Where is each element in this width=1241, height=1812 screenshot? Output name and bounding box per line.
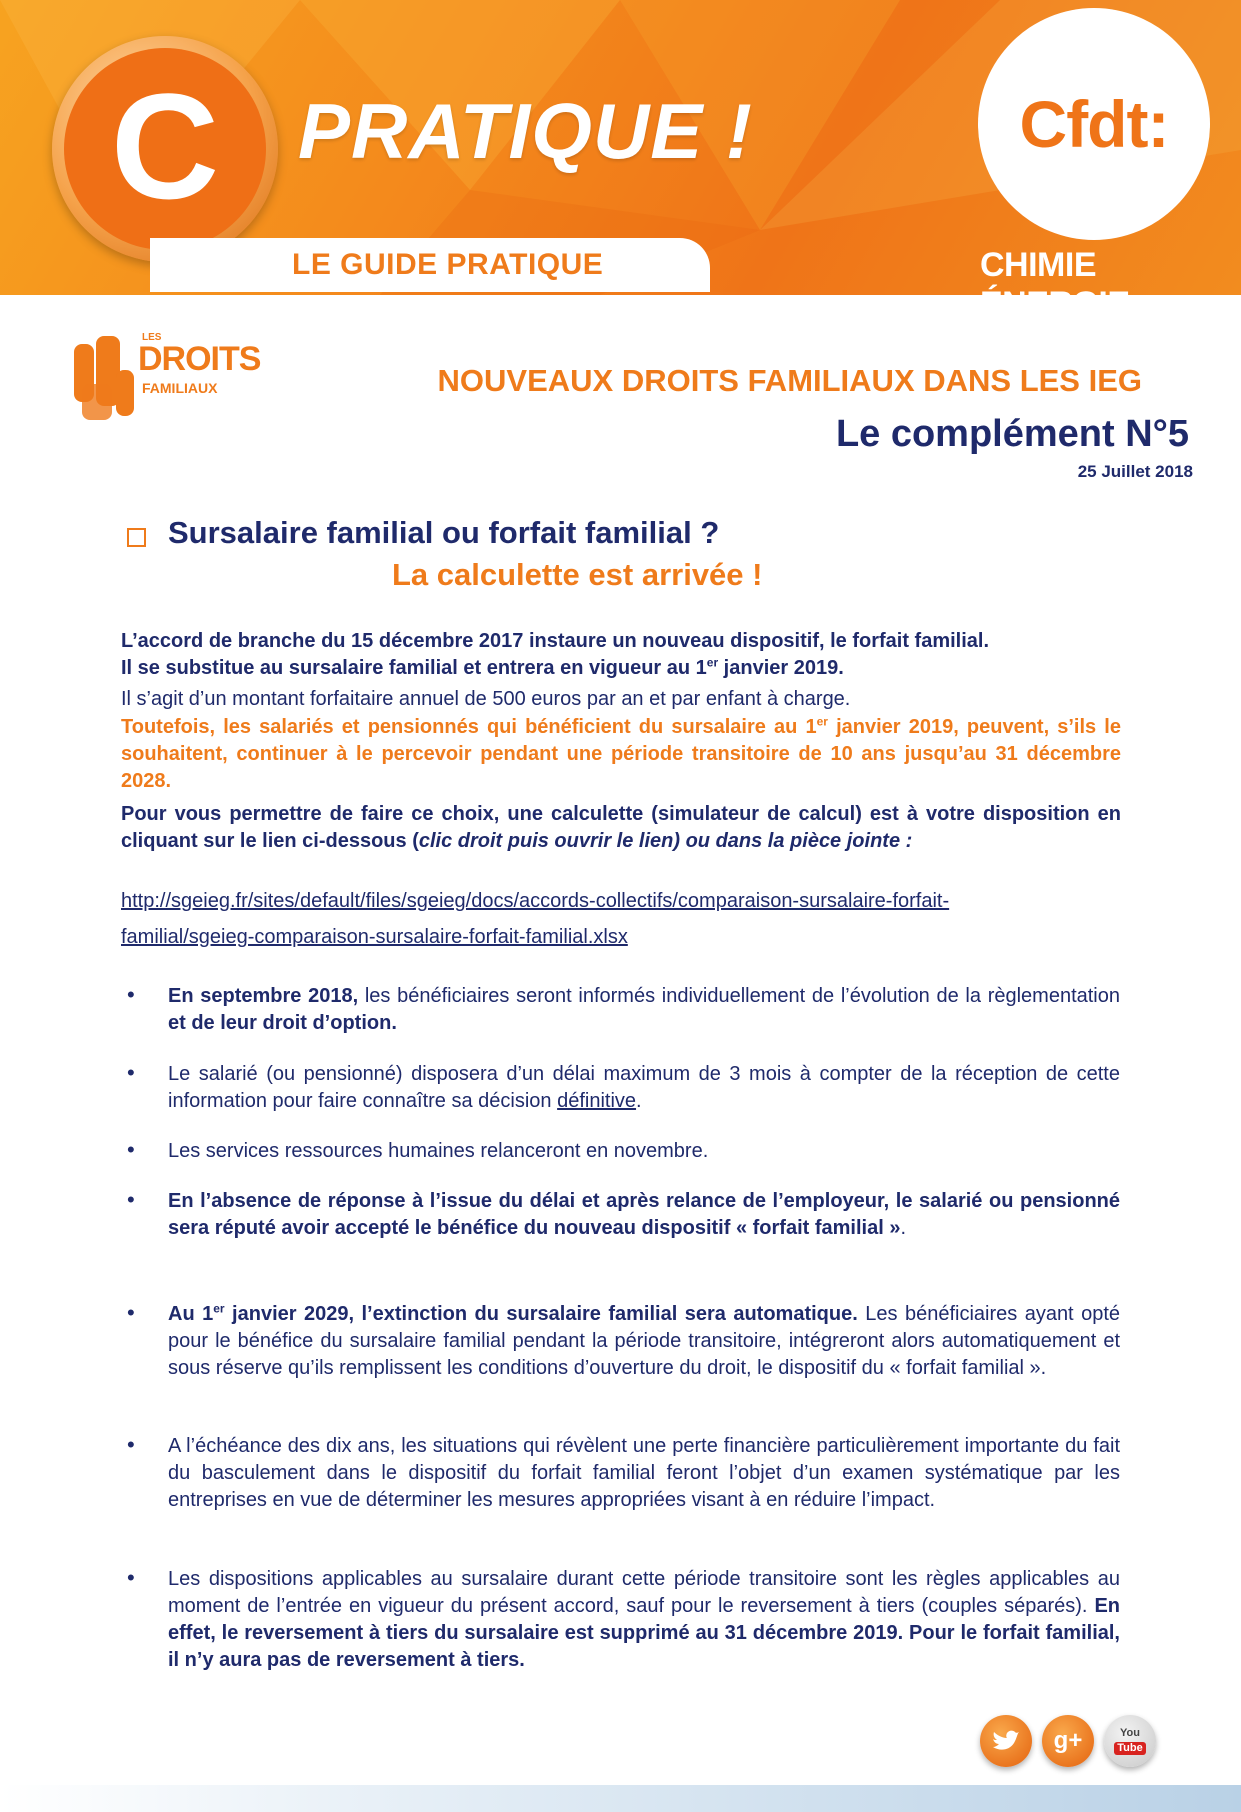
bullet-7-text: Les dispositions applicables au sursalaire durant cette période transitoire sont les règles applicables au moment de l’entrée en vigueur du présent accord, sauf pour le reversement à tiers (couples séparés).: [168, 1568, 1120, 1617]
bullet-5-bold-b: janvier 2029, l’extinction du sursalaire familial sera automatique.: [224, 1303, 858, 1325]
bullet-item-5: [168, 1301, 1120, 1382]
footer-strip: [0, 1785, 1241, 1812]
intro-transitional-paragraph: [121, 714, 1121, 795]
section-heading: Sursalaire familial ou forfait familial ?: [168, 515, 720, 550]
bullet-2-text: Le salarié (ou pensionné) disposera d’un délai maximum de 3 mois à compter de la réception de cette information pour faire connaître sa décision: [168, 1063, 1120, 1112]
bullet-1-text: les bénéficiaires seront informés individuellement de l’évolution de la règlementation: [358, 985, 1120, 1007]
intro-p4-a: Toutefois, les salariés et pensionnés qui bénéficient du sursalaire au 1: [121, 716, 817, 738]
intro-p5-italic: clic droit puis ouvrir le lien) ou dans la pièce jointe :: [418, 830, 913, 852]
bullet-5-bold-a: Au 1: [168, 1303, 214, 1325]
document-title: NOUVEAUX DROITS FAMILIAUX DANS LES IEG: [437, 363, 1142, 398]
droits-logo-droits: DROITS: [138, 340, 261, 378]
bullet-marker: •: [127, 1300, 135, 1325]
org-branch: CHIMIE ÉNERGIE: [980, 246, 1130, 323]
c-logo: [64, 48, 266, 250]
intro-p4-b: janvier 2019, peuvent, s’ils le souhaitent, continuer à le percevoir pendant une période transitoire de 10 ans jusqu’au 31 décembre 2028.: [121, 716, 1121, 792]
bullet-marker: •: [127, 1565, 135, 1590]
bullet-item-4: [168, 1188, 1120, 1242]
intro-line-2-a: Il se substitue au sursalaire familial et entrera en vigueur au 1: [121, 657, 707, 679]
bullet-5-text: Les bénéficiaires ayant opté pour le bénéfice du sursalaire familial pendant la période transitoire, intégreront alors automatiquement et sous réserve qu’ils remplissent les conditions d’ouverture du droit, le dispositif du « forfait familial ».: [168, 1303, 1120, 1379]
sup-er: er: [213, 1301, 225, 1316]
bullet-7-bold: En effet, le reversement à tiers du sursalaire est supprimé au 31 décembre 2019. Pour le forfait familial, il n’y aura pas de reversement à tiers.: [168, 1595, 1120, 1671]
intro-calculette-paragraph: [121, 801, 1121, 855]
document-subtitle: Le complément N°5: [835, 413, 1189, 455]
twitter-bird-icon-glyph: [991, 1729, 1021, 1753]
cfdt-logo-text: Cfdt:: [1019, 87, 1169, 161]
intro-line-2-b: janvier 2019.: [718, 657, 844, 679]
family-figure-icon: [82, 384, 112, 420]
intro-line-2: [121, 655, 1121, 682]
youtube-you: You: [1120, 1726, 1140, 1739]
calculette-link-line-1[interactable]: http://sgeieg.fr/sites/default/files/sgeieg/docs/accords-collectifs/comparaison-sursalaire-forfait-: [121, 890, 950, 912]
guide-subtitle: LE GUIDE PRATIQUE: [292, 248, 604, 281]
bullet-marker: •: [127, 1432, 135, 1457]
droits-logo-les: LES: [142, 332, 162, 343]
bullet-marker: •: [127, 982, 135, 1007]
bullet-2-underline: définitive: [557, 1090, 637, 1112]
youtube-icon[interactable]: [1104, 1715, 1156, 1767]
droits-logo-familiaux: FAMILIAUX: [142, 380, 218, 396]
intro-line-3: Il s’agit d’un montant forfaitaire annuel de 500 euros par an et par enfant à charge.: [121, 688, 851, 710]
twitter-bird-icon[interactable]: [980, 1715, 1032, 1767]
intro-p5-a: Pour vous permettre de faire ce choix, une calculette (simulateur de calcul) est à votre disposition en cliquant sur le lien ci-dessous (: [121, 803, 1121, 852]
bullet-item-1: [168, 983, 1120, 1037]
bullet-marker: •: [127, 1187, 135, 1212]
google-plus-label: g+: [1053, 1727, 1083, 1754]
sup-er: er: [816, 714, 828, 729]
bullet-4-end: .: [900, 1217, 907, 1239]
sup-er: er: [706, 655, 719, 670]
bullet-marker: •: [127, 1137, 135, 1162]
bullet-item-6: A l’échéance des dix ans, les situations qui révèlent une perte financière particulièrement importante du fait du basculement dans le dispositif du forfait familial feront l’objet d’un examen systématique par les entreprises en vue de déterminer les mesures appropriées visant à en réduire l’impact.: [168, 1435, 1120, 1511]
youtube-icon-inner: [1114, 1728, 1145, 1755]
bullet-1-bold: En septembre 2018,: [168, 985, 359, 1007]
bullet-marker: •: [127, 1060, 135, 1085]
bullet-item-3: Les services ressources humaines relanceront en novembre.: [168, 1140, 709, 1162]
cfdt-logo: [978, 8, 1210, 240]
bullet-item-2: [168, 1061, 1120, 1115]
droits-familiaux-logo: [70, 330, 261, 424]
youtube-tube: Tube: [1114, 1742, 1145, 1755]
pratique-title: PRATIQUE !: [298, 87, 753, 175]
checkbox-icon: [127, 528, 146, 547]
section-subheading: La calculette est arrivée !: [392, 557, 763, 592]
bullet-4-bold: En l’absence de réponse à l’issue du délai et après relance de l’employeur, le salarié ou pensionné sera réputé avoir accepté le bénéfice du nouveau dispositif « forfait familial »: [168, 1190, 1120, 1239]
intro-line-1: L’accord de branche du 15 décembre 2017 instaure un nouveau dispositif, le forfait familial.: [121, 630, 990, 652]
family-figure-icon: [116, 370, 134, 416]
calculette-link-line-2[interactable]: familial/sgeieg-comparaison-sursalaire-forfait-familial.xlsx: [121, 926, 628, 948]
bullet-1-bold-2: et de leur droit d’option.: [168, 1012, 397, 1034]
bullet-item-7: [168, 1566, 1120, 1674]
c-logo-letter: C: [110, 62, 220, 230]
bullet-2-end: .: [636, 1090, 642, 1112]
google-plus-icon[interactable]: [1042, 1715, 1094, 1767]
document-date: 25 Juillet 2018: [1077, 462, 1193, 481]
